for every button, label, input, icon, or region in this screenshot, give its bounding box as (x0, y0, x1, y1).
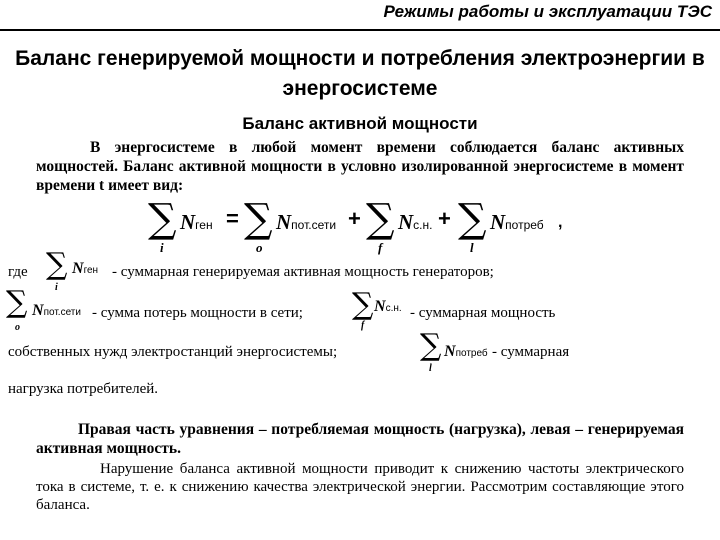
def-gen-symbol (46, 247, 116, 293)
power-symbol: Nпотреб (490, 210, 544, 234)
def-own-needs-text-b: собственных нужд электростанций энергосистемы; (8, 344, 338, 360)
sigma-symbol: ∑ (6, 285, 28, 320)
sum-index: i (55, 282, 58, 293)
sum-index: l (429, 363, 432, 374)
sum-index: о (15, 322, 20, 333)
power-symbol: Nген (180, 210, 213, 234)
def-consumer-text-a: - суммарная (492, 344, 570, 360)
power-symbol: Nпот.сети (32, 302, 81, 319)
sigma-symbol: ∑ (148, 196, 177, 242)
equals-sign: = (226, 206, 239, 231)
sigma-symbol: ∑ (420, 328, 442, 363)
intro-paragraph: В энергосистеме в любой момент времени соблюдается баланс активных мощностей. Баланс активной мощности в условно изолированной энергосистеме в момент времени t имеет вид: (36, 139, 684, 194)
where-word: где (8, 264, 28, 280)
sigma-symbol: ∑ (366, 196, 395, 242)
def-losses-symbol (6, 285, 96, 336)
plus-sign: + (348, 206, 361, 231)
sum-index: l (470, 240, 474, 255)
plus-sign: + (438, 206, 451, 231)
sum-index: f (378, 240, 383, 255)
power-symbol: Nс.н. (398, 210, 433, 234)
header-divider (0, 29, 720, 31)
sum-index: f (361, 320, 365, 331)
closing-paragraph: Нарушение баланса активной мощности приводит к снижению частоты электрического тока в системе, т. е. к снижению качества электрической энергии. Рассмотрим составляющие этого баланса. (36, 461, 684, 513)
power-symbol: Nген (72, 260, 99, 277)
slide-title: Баланс генерируемой мощности и потребления электроэнергии в энергосистеме (15, 47, 705, 100)
def-consumer-text-b: нагрузка потребителей. (8, 381, 159, 397)
section-subtitle: Баланс активной мощности (242, 114, 478, 133)
def-own-needs-text-a: - суммарная мощность (410, 305, 556, 321)
equation-comma: , (558, 214, 563, 231)
sigma-symbol: ∑ (352, 287, 374, 322)
power-symbol: Nпотреб (444, 343, 488, 360)
conclusion-paragraph: Правая часть уравнения – потребляемая мощность (нагрузка), левая – генерируемая активная мощность. (36, 421, 684, 457)
def-gen-text: - суммарная генерируемая активная мощность генераторов; (112, 264, 494, 280)
sum-index: о (256, 240, 263, 255)
sigma-symbol: ∑ (244, 196, 273, 242)
def-own-needs-symbol (352, 287, 412, 332)
slide-header: Режимы работы и эксплуатации ТЭС (383, 2, 712, 21)
sum-index: i (160, 240, 164, 255)
sigma-symbol: ∑ (46, 247, 68, 282)
sigma-symbol: ∑ (458, 196, 487, 242)
def-consumer-symbol (420, 328, 500, 377)
def-losses-text: - сумма потерь мощности в сети; (92, 305, 303, 321)
power-symbol: Nпот.сети (276, 210, 337, 234)
power-symbol: Nс.н. (374, 298, 402, 315)
